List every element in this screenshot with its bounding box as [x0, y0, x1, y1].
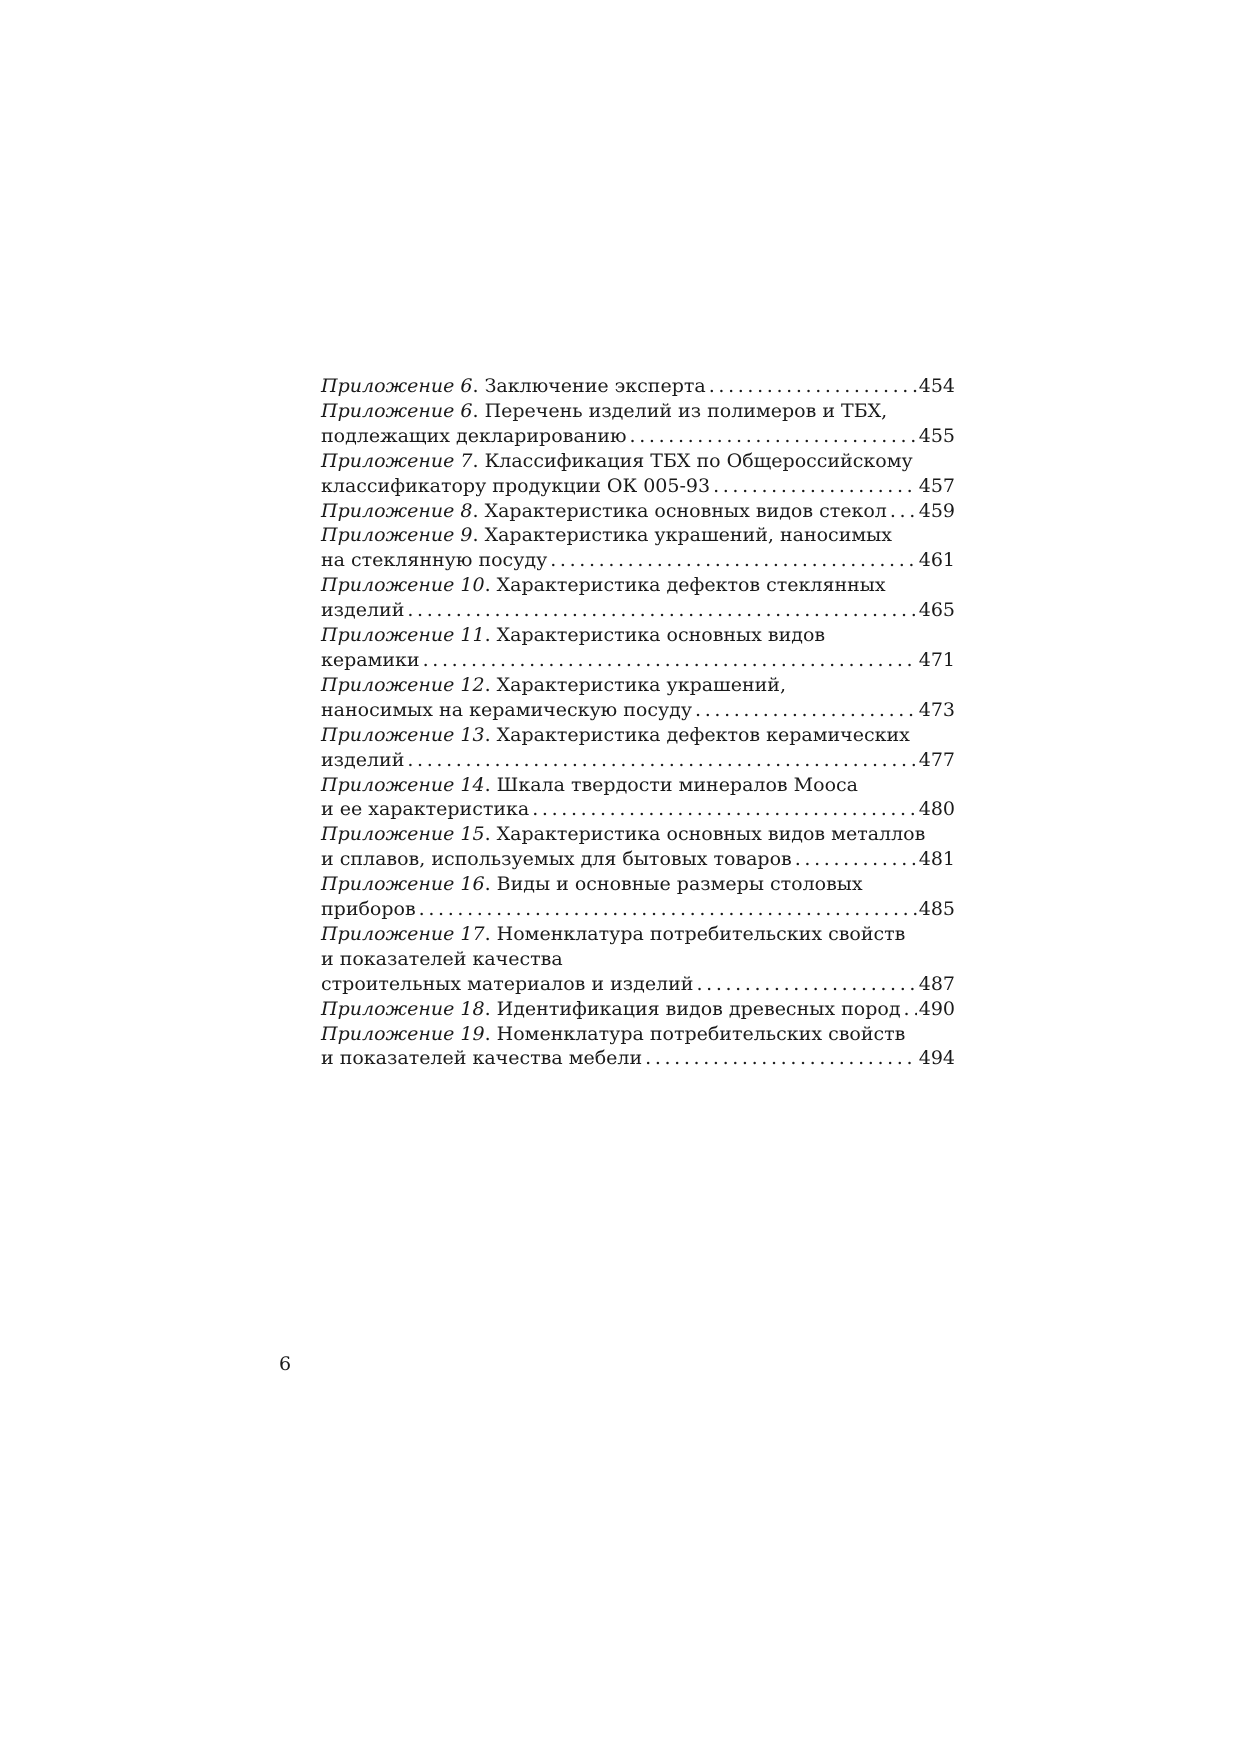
- dot-leader: [407, 748, 916, 773]
- toc-entry: [321, 499, 955, 524]
- toc-entry-title: Заключение эксперта: [484, 375, 706, 397]
- toc-entry-line: [321, 972, 955, 997]
- toc-entry-label: Приложение 12: [321, 673, 485, 696]
- toc-entry: [321, 374, 955, 399]
- toc-entry-title: наносимых на керамическую посуду: [321, 698, 693, 721]
- toc-entry-title: Классификация ТБХ по Общероссийскому: [484, 449, 913, 472]
- toc-entry-line: [321, 748, 955, 773]
- toc-entry-page: 471: [918, 648, 955, 671]
- toc-entry-line: Приложение 15. Характеристика основных видов металлов: [321, 823, 926, 846]
- toc-entry-title: Характеристика основных видов металлов: [496, 823, 926, 846]
- toc-entry-line: Приложение 6. Перечень изделий из полимеров и ТБХ,: [321, 399, 888, 422]
- toc-entry-title: Виды и основные размеры столовых: [496, 873, 863, 896]
- dot-leader: [695, 698, 917, 723]
- toc-entry-line: [321, 947, 955, 972]
- toc-entry: [321, 872, 955, 922]
- toc-entry-line: [321, 598, 955, 623]
- toc-entry-page: 457: [918, 474, 955, 497]
- dot-leader: [890, 499, 917, 524]
- toc-entry-title: Характеристика дефектов керамических: [496, 723, 910, 746]
- toc-entry-page: 459: [918, 499, 955, 522]
- toc-entry-line: Приложение 18. Идентификация видов древесных пород . . . 490: [321, 997, 955, 1022]
- toc-entry-label: Приложение 17: [321, 922, 485, 945]
- dot-leader: [713, 474, 917, 499]
- toc-entry-line: [321, 847, 955, 872]
- dot-leader: [532, 797, 916, 822]
- toc-entry-label: Приложение 9: [321, 524, 473, 547]
- toc-entry-title: изделий: [321, 599, 405, 622]
- toc-entry-title: строительных материалов и изделий: [321, 972, 694, 995]
- toc-entry-page: 455: [918, 424, 955, 447]
- toc-entry-page: 485: [918, 898, 955, 921]
- toc-entry-page: 454: [918, 375, 955, 397]
- toc-entry-line: Приложение 11. Характеристика основных видов: [321, 624, 826, 647]
- toc-entry-line: [321, 1046, 955, 1071]
- toc-entry-line: Приложение 9. Характеристика украшений, наносимых: [321, 524, 892, 547]
- toc-entry-label: Приложение 15: [321, 823, 485, 846]
- toc-entry-line: Приложение 12. Характеристика украшений,: [321, 673, 786, 696]
- toc-entry-line: Приложение 6. Заключение эксперта . . . 454: [321, 374, 955, 399]
- toc-entry-title: и показателей качества мебели: [321, 1047, 643, 1070]
- toc-entry-title: Характеристика дефектов стеклянных: [496, 574, 886, 597]
- toc-entry-title: приборов: [321, 898, 416, 921]
- toc-entry-page: 490: [918, 997, 955, 1020]
- toc-entry-title: классификатору продукции ОК 005-93: [321, 474, 711, 497]
- toc-entry-title: на стеклянную посуду: [321, 549, 548, 572]
- toc-entry-line: Приложение 17. Номенклатура потребительских свойств: [321, 922, 906, 945]
- toc-entry: [321, 773, 955, 823]
- toc-entry-label: Приложение 18: [321, 997, 485, 1020]
- toc-entry: [321, 922, 955, 997]
- toc-entry: [321, 573, 955, 623]
- table-of-contents: [321, 374, 955, 1071]
- toc-entry-title: и ее характеристика: [321, 798, 530, 821]
- toc-entry-label: Приложение 19: [321, 1022, 485, 1045]
- toc-entry: [321, 997, 955, 1022]
- toc-entry-title: изделий: [321, 748, 405, 771]
- toc-entry: [321, 673, 955, 723]
- toc-entry-line: Приложение 8. Характеристика основных видов стекол . . . 459: [321, 499, 955, 524]
- toc-entry-page: 473: [918, 698, 955, 721]
- toc-entry-line: Приложение 14. Шкала твердости минералов Мооса: [321, 773, 858, 796]
- toc-entry: [321, 399, 955, 449]
- toc-entry-page: 487: [918, 972, 955, 995]
- toc-entry-title: подлежащих декларированию: [321, 424, 627, 447]
- toc-entry-title: Характеристика основных видов: [496, 624, 826, 647]
- toc-entry: [321, 1022, 955, 1072]
- toc-entry-page: 465: [918, 599, 955, 622]
- page-number: 6: [279, 1353, 292, 1375]
- toc-entry: [321, 822, 955, 872]
- toc-entry-label: Приложение 7: [321, 449, 473, 472]
- toc-entry-line: Приложение 7. Классификация ТБХ по Общероссийскому: [321, 449, 913, 472]
- toc-entry: [321, 449, 955, 499]
- dot-leader: [630, 424, 917, 449]
- toc-entry-title: Перечень изделий из полимеров и ТБХ,: [484, 399, 888, 422]
- dot-leader: [550, 548, 916, 573]
- toc-entry-line: Приложение 13. Характеристика дефектов керамических: [321, 723, 910, 746]
- toc-entry-label: Приложение 6: [321, 375, 473, 397]
- toc-entry-title: Номенклатура потребительских свойств: [496, 1022, 906, 1045]
- toc-entry-line: [321, 474, 955, 499]
- dot-leader: [709, 374, 917, 399]
- toc-entry-title: Шкала твердости минералов Мооса: [496, 773, 858, 796]
- toc-entry-label: Приложение 10: [321, 574, 485, 597]
- toc-entry-line: [321, 797, 955, 822]
- toc-entry-page: 494: [918, 1047, 955, 1070]
- toc-entry-line: Приложение 16. Виды и основные размеры столовых: [321, 873, 863, 896]
- dot-leader: [645, 1046, 917, 1071]
- toc-entry-line: [321, 897, 955, 922]
- toc-entry-line: Приложение 19. Номенклатура потребительских свойств: [321, 1022, 906, 1045]
- toc-entry-page: 481: [918, 848, 955, 871]
- dot-leader: [407, 598, 916, 623]
- toc-entry-line: [321, 698, 955, 723]
- dot-leader: [904, 997, 917, 1022]
- toc-entry-title: Характеристика украшений, наносимых: [484, 524, 892, 547]
- toc-entry-page: 461: [918, 549, 955, 572]
- dot-leader: [795, 847, 917, 872]
- toc-entry-line: Приложение 10. Характеристика дефектов стеклянных: [321, 574, 886, 597]
- toc-entry-title: Номенклатура потребительских свойств: [496, 922, 906, 945]
- toc-entry-title: и показателей качества: [321, 947, 563, 970]
- toc-entry: [321, 623, 955, 673]
- dot-leader: [696, 972, 916, 997]
- toc-entry-line: [321, 548, 955, 573]
- toc-entry-label: Приложение 13: [321, 723, 485, 746]
- toc-entry-page: 477: [918, 748, 955, 771]
- toc-entry-label: Приложение 11: [321, 624, 485, 647]
- toc-entry-title: Характеристика основных видов стекол: [484, 499, 887, 522]
- dot-leader: [423, 648, 917, 673]
- toc-entry-page: 480: [918, 798, 955, 821]
- toc-entry-label: Приложение 16: [321, 873, 485, 896]
- toc-entry-title: Характеристика украшений,: [496, 673, 786, 696]
- dot-leader: [419, 897, 917, 922]
- toc-entry-label: Приложение 8: [321, 499, 473, 522]
- toc-entry-title: керамики: [321, 648, 420, 671]
- toc-entry-title: и сплавов, используемых для бытовых товаров: [321, 848, 792, 871]
- toc-entry: [321, 523, 955, 573]
- toc-entry-label: Приложение 14: [321, 773, 485, 796]
- toc-entry-label: Приложение 6: [321, 399, 473, 422]
- toc-entry-line: [321, 648, 955, 673]
- toc-entry-line: [321, 424, 955, 449]
- toc-entry: [321, 723, 955, 773]
- toc-entry-title: Идентификация видов древесных пород: [496, 997, 901, 1020]
